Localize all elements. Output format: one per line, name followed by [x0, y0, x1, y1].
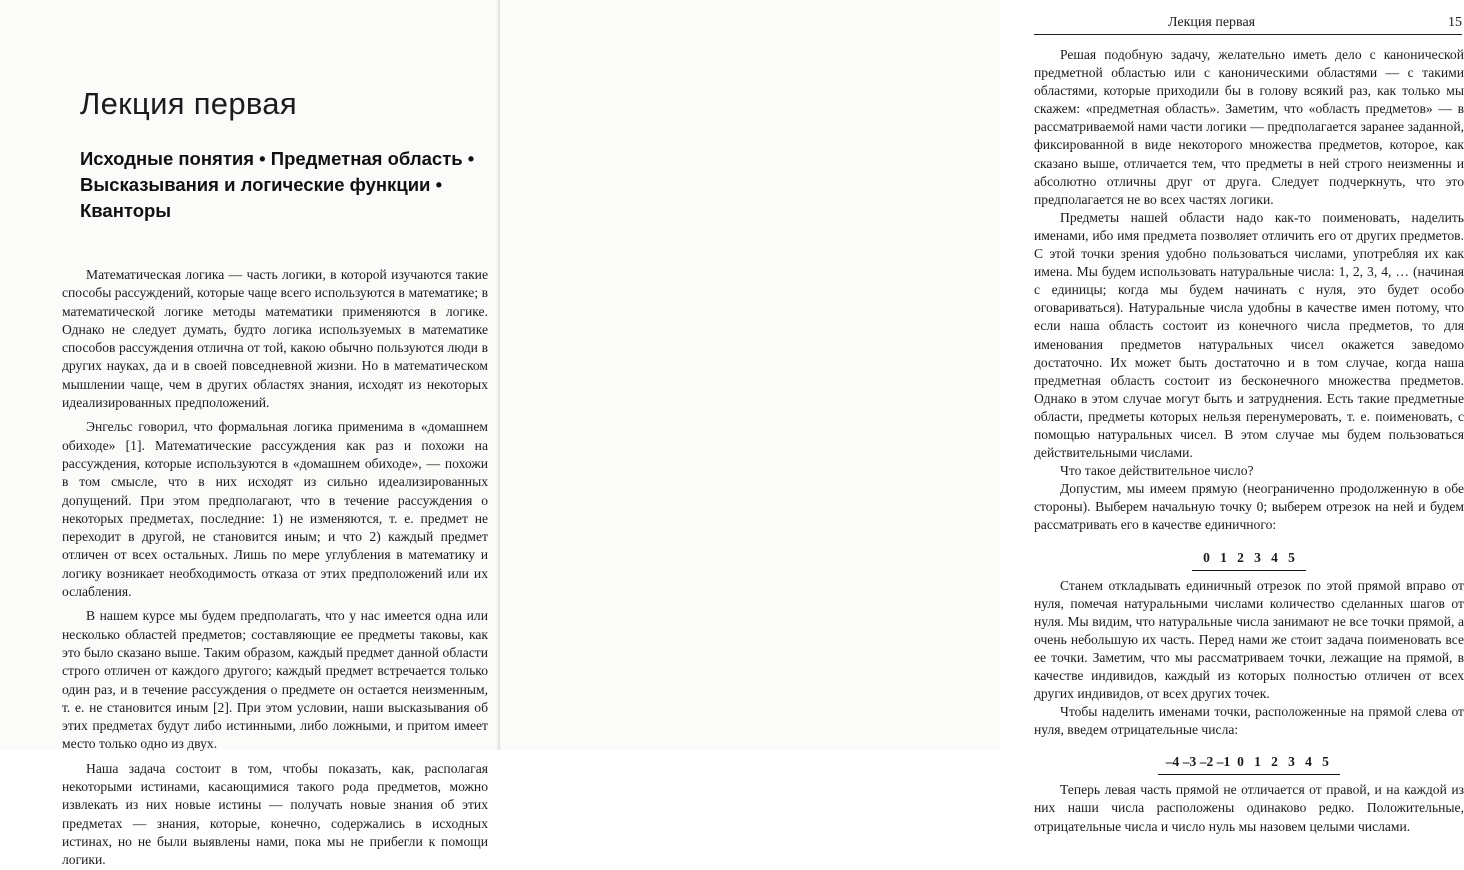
running-title: Лекция первая [1168, 15, 1256, 30]
number-line-tick-label: 1 [1220, 549, 1227, 565]
running-head [1034, 12, 1462, 35]
number-line-tick-label: –1 [1216, 754, 1231, 770]
number-line-tick-label: 3 [1254, 549, 1261, 565]
number-line-tick-label: 2 [1237, 549, 1244, 565]
number-line-tick-label: 3 [1288, 754, 1295, 770]
left-page [0, 0, 500, 868]
paragraph: Теперь левая часть прямой не отличается от правой, и на каждой из них наши числа расположены одинаково редко. Положительные, отрицательные числа и число нуль мы назовем целыми числами. [1034, 782, 1464, 834]
number-line-tick-label: –4 [1165, 754, 1180, 770]
paragraph: Станем откладывать единичный отрезок по этой прямой вправо от нуля, помечая натуральными числами количество сделанных шагов от нуля. Мы видим, что натуральные числа занимают не все точки прямой, а очень небольшую их часть. Перед нами же стоит задача поименовать все ее точки. Заметим, что мы рассматриваем точки, лежащие на прямой, в качестве индивидов, каждый из которых полностью отличен от всех других индивидов, от всех других точек. [1034, 577, 1464, 702]
number-line-tick-label: 5 [1322, 754, 1329, 770]
paragraph: Наша задача состоит в том, чтобы показать, как, располагая некоторыми истинами, касающимися такого рода предметов, можно извлекать из них новые истины — получать новые знания об этих предметах — знания, которые, конечно, содержались в исходных истинах, но не были выявлены нами, пока мы не прибегли к помощи логики. [62, 760, 488, 868]
left-page-body [62, 266, 488, 870]
number-line-tick-label: 0 [1203, 549, 1210, 565]
number-line-tick-label: 0 [1237, 754, 1244, 770]
right-page [500, 0, 1464, 834]
number-line-tick-label: 5 [1288, 549, 1295, 565]
number-line-tick-label: 4 [1271, 549, 1278, 565]
number-line-tick-label: –2 [1199, 754, 1214, 770]
number-line-natural [1034, 549, 1464, 571]
number-line-integers [1034, 753, 1464, 775]
number-line-tick-label: 1 [1254, 754, 1261, 770]
chapter-title: Лекция первая [80, 86, 297, 121]
number-line-tick-label: 2 [1271, 754, 1278, 770]
paragraph: В нашем курсе мы будем предполагать, что у нас имеется одна или несколько областей предметов; составляющие ее предметы таковы, как это было сказано выше. Таким образом, каждый предмет данной области строго отличен от каждого другого; каждый предмет встречается только один раз, и в течение рассуждения о предмете он остается неизменным, т. е. не становится иным [2]. При этом условии, наши высказывания об этих предметах будут либо истинными, либо ложными, и притом имеет место только одно из двух. [62, 608, 488, 752]
paragraph: Что такое действительное число? [1060, 463, 1254, 479]
page-number: 15 [1448, 15, 1462, 30]
paragraph: Допустим, мы имеем прямую (неограниченно продолженную в обе стороны). Выберем начальную точку 0; выберем отрезок на ней и будем рассматривать его в качестве единичного: [1034, 481, 1464, 533]
paragraph: Предметы нашей области надо как-то поименовать, наделить именами, ибо имя предмета позволяет отличить его от других предметов. С этой точки зрения удобно пользоваться числами, употребляя их как имена. Мы будем использовать натуральные числа: 1, 2, 3, 4, … (начиная с единицы; когда мы будем начинать с нуля, это будет особо оговариваться). Натуральные числа удобны в качестве имен потому, что если наша область состоит из конечного числа предметов, то для именования предметов натуральных чисел окажется заведомо достаточно. Их может быть достаточно и в том случае, когда наша предметная область состоит из бесконечного множества предметов. Однако в этом случае могут быть и затруднения. Есть такие предметные области, предметы которых нельзя перенумеровать, т. е. поименовать, с помощью натуральных чисел. В этом случае мы будем пользоваться действительными числами. [1034, 209, 1464, 461]
chapter-subtitle: Исходные понятия • Предметная область • Высказывания и логические функции • Кванторы [80, 148, 475, 221]
paragraph: Математическая логика — часть логики, в которой изучаются такие способы рассуждений, которые чаще всего используются в математике; в математической логике методы математики применяются в логике. Однако не следует думать, будто логика используемых в математике способов рассуждения отлична от той, какою обычно пользуются люди в других науках, да и в своей повседневной жизни. Но в математическом мышлении чаще, чем в других областях знания, исходят из некоторых идеализированных предположений. [62, 267, 488, 411]
number-line-axis [1158, 753, 1340, 775]
number-line-tick-label: 4 [1305, 754, 1312, 770]
number-line-axis [1192, 549, 1306, 571]
paragraph: Энгельс говорил, что формальная логика применима в «домашнем обиходе» [1]. Математические рассуждения как раз и похожи на рассуждения, которые используются в «домашнем обиходе», — похожи в том смысле, что в них исходят из сильно идеализированных допущений. При этом предполагают, что в течение рассуждения о некоторых предметах, последние: 1) не изменяются, т. е. предмет не переходит в другой, не становится иным; и что 2) каждый предмет отличен от всех остальных. Лишь по мере углубления в математику и логику возникает необходимость отказа от этих предположений или их ослабления. [62, 419, 488, 600]
number-line-tick-label: –3 [1182, 754, 1197, 770]
paragraph: Решая подобную задачу, желательно иметь дело с канонической предметной областью или с каноническими областями — с такими областями, которые приходили бы в голову всякий раз, как только мы скажем: «предметная область». Заметим, что «область предметов» — в рассматриваемой нами части логики — предполагается заранее заданной, фиксированной в виде некоторого множества предметов, которое, как сказано выше, отличается тем, что предметы в ней строго неизменны и абсолютно отличны друг от друга. Следует подчеркнуть, что это предполагается не во всех частях логики. [1034, 47, 1464, 207]
right-page-body [1034, 46, 1464, 836]
paragraph: Чтобы наделить именами точки, расположенные на прямой слева от нуля, введем отрицательные числа: [1034, 704, 1464, 738]
